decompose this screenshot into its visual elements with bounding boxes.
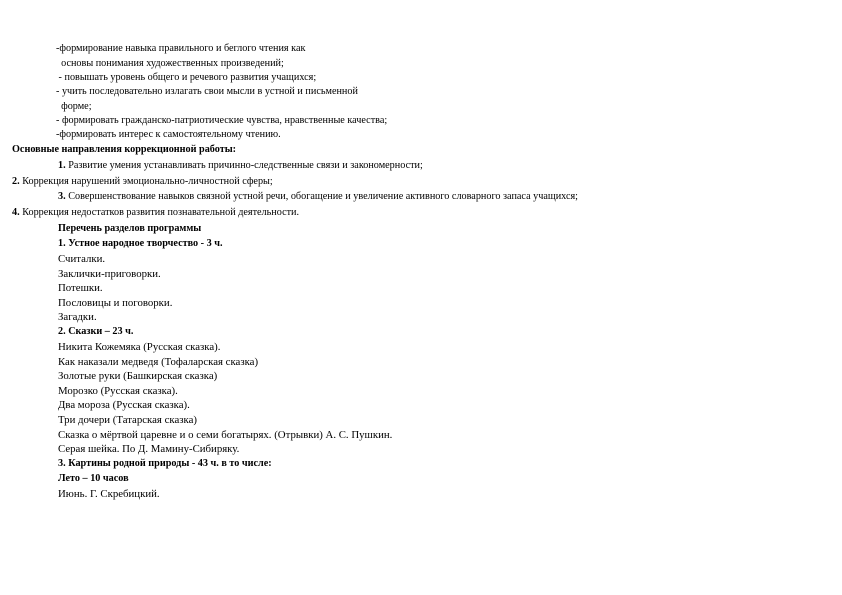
section-3-item: Июнь. Г. Скребицкий. xyxy=(58,488,160,500)
section-1-item: Пословицы и поговорки. xyxy=(58,297,173,309)
section-2-item: Серая шейка. По Д. Мамину-Сибиряку. xyxy=(58,443,240,455)
section-1-title: 1. Устное народное творчество - 3 ч. xyxy=(58,238,223,249)
correction-item-4-number: 4. xyxy=(12,207,20,218)
goal-line-5-text: форме; xyxy=(61,101,92,112)
goal-line-7: -формировать интерес к самостоятельному чтению. xyxy=(56,129,281,140)
section-2-item: Никита Кожемяка (Русская сказка). xyxy=(58,341,221,353)
section-1-item: Загадки. xyxy=(58,311,97,323)
goal-line-5 xyxy=(56,102,92,112)
section-1-item: Заклички-приговорки. xyxy=(58,268,161,280)
section-2-item: Три дочери (Татарская сказка) xyxy=(58,414,197,426)
correction-item-2-number: 2. xyxy=(12,176,20,187)
section-3-title: 3. Картины родной природы - 43 ч. в то числе: xyxy=(58,458,272,469)
correction-item-2-text: Коррекция нарушений эмоционально-личностной сферы; xyxy=(19,176,273,187)
goal-line-2-text: основы понимания художественных произведений; xyxy=(61,58,284,69)
correction-item-1 xyxy=(58,161,423,171)
section-1-item: Потешки. xyxy=(58,282,103,294)
section-2-item: Сказка о мёртвой царевне и о семи богатырях. (Отрывки) А. С. Пушкин. xyxy=(58,429,393,441)
goal-line-2 xyxy=(56,59,284,69)
correction-item-3 xyxy=(58,192,578,202)
goal-line-3: - повышать уровень общего и речевого развития учащихся; xyxy=(56,72,317,83)
correction-item-1-number: 1. xyxy=(58,160,66,171)
goal-line-4: - учить последовательно излагать свои мысли в устной и письменной xyxy=(56,86,358,97)
correction-heading: Основные направления коррекционной работы: xyxy=(12,144,237,155)
section-1-item: Считалки. xyxy=(58,253,106,265)
correction-item-4-text: Коррекция недостатков развития познавательной деятельности. xyxy=(19,207,300,218)
section-2-item: Два мороза (Русская сказка). xyxy=(58,399,190,411)
program-heading: Перечень разделов программы xyxy=(58,223,202,234)
section-2-item: Морозко (Русская сказка). xyxy=(58,385,178,397)
goal-line-6: - формировать гражданско-патриотические чувства, нравственные качества; xyxy=(56,115,388,126)
section-2-item: Золотые руки (Башкирская сказка) xyxy=(58,370,218,382)
section-3-subtitle: Лето – 10 часов xyxy=(58,473,129,484)
correction-item-3-number: 3. xyxy=(58,191,66,202)
correction-item-3-text: Совершенствование навыков связной устной речи, обогащение и увеличение активного словарного запаса учащихся; xyxy=(65,191,579,202)
section-2-item: Как наказали медведя (Тофаларская сказка) xyxy=(58,356,259,368)
section-2-title: 2. Сказки – 23 ч. xyxy=(58,326,134,337)
correction-item-4 xyxy=(12,208,299,218)
correction-item-2 xyxy=(12,177,273,187)
goal-line-1: -формирование навыка правильного и беглого чтения как xyxy=(56,43,306,54)
correction-item-1-text: Развитие умения устанавливать причинно-следственные связи и закономерности; xyxy=(65,160,423,171)
